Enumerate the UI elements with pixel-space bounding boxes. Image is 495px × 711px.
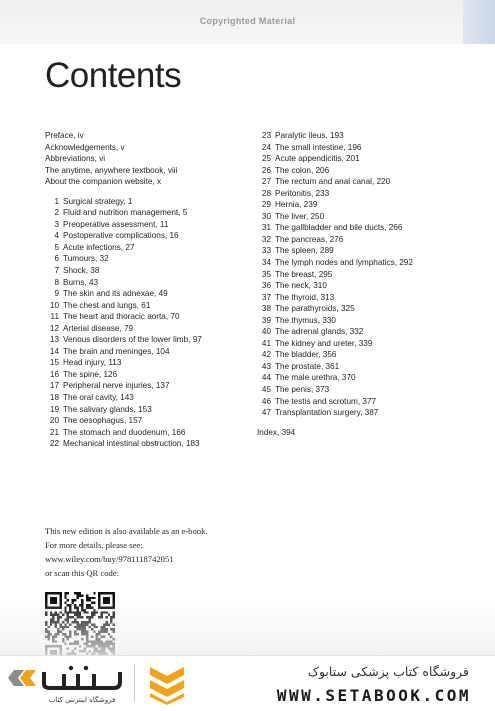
- chapter-number: 17: [45, 380, 59, 392]
- chapter-number: 27: [257, 176, 271, 188]
- chapter-number: 32: [257, 234, 271, 246]
- chapter-number: 12: [45, 323, 59, 335]
- chapter-entry: [257, 222, 477, 234]
- chapter-number: 15: [45, 357, 59, 369]
- chapter-number: 35: [257, 269, 271, 281]
- chapter-entry: [45, 323, 245, 335]
- chapter-title: The adrenal glands, 332: [275, 327, 363, 336]
- chapter-number: 46: [257, 396, 271, 408]
- front-matter-item: The anytime, anywhere textbook, viii: [45, 165, 245, 177]
- chapter-number: 5: [45, 242, 59, 254]
- chapter-title: Postoperative complications, 16: [63, 231, 179, 240]
- chapter-entry: [45, 253, 245, 265]
- page-bottom-fade: [0, 600, 495, 655]
- chapter-entry: [45, 427, 245, 439]
- chapter-number: 47: [257, 407, 271, 419]
- chapter-title: Burns, 43: [63, 278, 98, 287]
- chapter-number: 23: [257, 130, 271, 142]
- chapter-entry: [45, 196, 245, 208]
- chapter-number: 2: [45, 207, 59, 219]
- chapter-title: Arterial disease, 79: [63, 324, 133, 333]
- chapter-entry: [45, 346, 245, 358]
- chapter-title: The thymus, 330: [275, 316, 336, 325]
- chapter-entry: [257, 176, 477, 188]
- chapter-entry: [257, 303, 477, 315]
- chapter-title: Hernia, 239: [275, 200, 317, 209]
- chapter-number: 29: [257, 199, 271, 211]
- chapter-number: 7: [45, 265, 59, 277]
- chapter-number: 6: [45, 253, 59, 265]
- chapter-title: The stomach and duodenum, 166: [63, 428, 185, 437]
- chapter-number: 44: [257, 372, 271, 384]
- chapter-title: The gallbladder and bile ducts, 266: [275, 223, 402, 232]
- ebook-line-2: For more details, please see:: [45, 538, 208, 552]
- chapter-number: 19: [45, 404, 59, 416]
- chapter-entry: [257, 269, 477, 281]
- chapter-number: 9: [45, 288, 59, 300]
- ebook-notice: [45, 524, 208, 580]
- chapter-title: The spleen, 289: [275, 246, 334, 255]
- index-entry: Index, 394: [257, 427, 477, 439]
- front-matter-item: Acknowledgements, v: [45, 142, 245, 154]
- front-matter-item: About the companion website, x: [45, 176, 245, 188]
- spacer: [45, 188, 245, 196]
- chapter-entry: [257, 245, 477, 257]
- chapter-number: 30: [257, 211, 271, 223]
- logo-subtext: فروشگاه اینترنتی کتاب: [49, 695, 116, 704]
- chapter-entry: [45, 230, 245, 242]
- chapter-title: The oesophagus, 157: [63, 416, 142, 425]
- chapter-number: 11: [45, 311, 59, 323]
- chapter-title: The brain and meninges, 104: [63, 347, 170, 356]
- chapter-title: The colon, 206: [275, 166, 329, 175]
- chapter-title: The kidney and ureter, 339: [275, 339, 372, 348]
- chapter-title: Venous disorders of the lower limb, 97: [63, 335, 202, 344]
- chapter-title: The oral cavity, 143: [63, 393, 134, 402]
- chapter-entry: [257, 142, 477, 154]
- chapter-entry: [45, 392, 245, 404]
- chapter-number: 25: [257, 153, 271, 165]
- copyright-notice: Copyrighted Material: [0, 16, 495, 26]
- chapter-title: The rectum and anal canal, 220: [275, 177, 390, 186]
- chapter-entry: [45, 311, 245, 323]
- chapter-entry: [257, 372, 477, 384]
- chapter-entry: [257, 257, 477, 269]
- chapter-title: The spine, 126: [63, 370, 117, 379]
- chapter-entry: [45, 300, 245, 312]
- chapter-title: Paralytic ileus, 193: [275, 131, 344, 140]
- ebook-url[interactable]: www.wiley.com/buy/9781118742051: [45, 552, 208, 566]
- chapter-title: Peripheral nerve injuries, 137: [63, 381, 170, 390]
- chapter-entry: [257, 130, 477, 142]
- chapter-title: Surgical strategy, 1: [63, 197, 132, 206]
- chapter-number: 37: [257, 292, 271, 304]
- chapter-entry: [45, 404, 245, 416]
- chapter-entry: [257, 384, 477, 396]
- chapter-number: 40: [257, 326, 271, 338]
- chapter-number: 10: [45, 300, 59, 312]
- chapter-entry: [45, 219, 245, 231]
- chapter-entry: [45, 380, 245, 392]
- chapter-entry: [257, 326, 477, 338]
- chapter-title: Shock, 38: [63, 266, 99, 275]
- chapter-title: The small intestine, 196: [275, 143, 361, 152]
- chapter-number: 24: [257, 142, 271, 154]
- chapter-entry: [257, 211, 477, 223]
- chapter-entry: [257, 407, 477, 419]
- chapter-title: Head injury, 113: [63, 358, 121, 367]
- chapter-number: 22: [45, 438, 59, 450]
- chapter-number: 31: [257, 222, 271, 234]
- chapter-number: 45: [257, 384, 271, 396]
- chapter-number: 3: [45, 219, 59, 231]
- chapter-title: Tumours, 32: [63, 254, 109, 263]
- chapter-number: 38: [257, 303, 271, 315]
- chapter-title: The lymph nodes and lymphatics, 292: [275, 258, 413, 267]
- chapter-title: The neck, 310: [275, 281, 327, 290]
- store-banner: [0, 655, 495, 711]
- chapter-number: 13: [45, 334, 59, 346]
- chapter-entry: [257, 315, 477, 327]
- chapter-entry: [45, 242, 245, 254]
- chapter-entry: [257, 292, 477, 304]
- front-matter-item: Preface, iv: [45, 130, 245, 142]
- chapter-title: Mechanical intestinal obstruction, 183: [63, 439, 200, 448]
- chapter-number: 41: [257, 338, 271, 350]
- chapter-number: 33: [257, 245, 271, 257]
- chapter-entry: [45, 207, 245, 219]
- chapter-number: 43: [257, 361, 271, 373]
- chapter-number: 20: [45, 415, 59, 427]
- chapter-title: The prostate, 361: [275, 362, 339, 371]
- chapter-title: Acute infections, 27: [63, 243, 134, 252]
- chapter-entry: [257, 199, 477, 211]
- chapter-entry: [45, 334, 245, 346]
- chapter-title: The salivary glands, 153: [63, 405, 152, 414]
- chapter-number: 21: [45, 427, 59, 439]
- chapter-entry: [257, 188, 477, 200]
- chapter-title: The testis and scrotum, 377: [275, 397, 376, 406]
- chapter-number: 28: [257, 188, 271, 200]
- chapter-title: The skin and its adnexae, 49: [63, 289, 168, 298]
- chapter-title: Peritonitis, 233: [275, 189, 329, 198]
- chapter-number: 42: [257, 349, 271, 361]
- chapter-title: The heart and thoracic aorta, 70: [63, 312, 180, 321]
- spacer: [257, 419, 477, 427]
- chapter-number: 1: [45, 196, 59, 208]
- chapter-number: 26: [257, 165, 271, 177]
- chapter-entry: [45, 369, 245, 381]
- chapter-entry: [45, 438, 245, 450]
- chapter-title: The penis, 373: [275, 385, 329, 394]
- contents-column-right: [257, 130, 477, 438]
- page-title: Contents: [45, 58, 181, 93]
- shop-url[interactable]: WWW.SETABOOK.COM: [277, 686, 471, 705]
- chapter-entry: [257, 165, 477, 177]
- chapter-entry: [45, 288, 245, 300]
- chapter-number: 34: [257, 257, 271, 269]
- chapter-number: 14: [45, 346, 59, 358]
- chapter-title: The thyroid, 313: [275, 293, 334, 302]
- chapter-number: 8: [45, 277, 59, 289]
- chapter-number: 39: [257, 315, 271, 327]
- chapter-title: The breast, 295: [275, 270, 332, 279]
- chapter-title: The liver, 250: [275, 212, 324, 221]
- chapter-entry: [257, 280, 477, 292]
- chapter-title: The pancreas, 276: [275, 235, 343, 244]
- chapter-entry: [257, 234, 477, 246]
- chapter-number: 4: [45, 230, 59, 242]
- chapter-entry: [257, 361, 477, 373]
- chapter-title: Preoperative assessment, 11: [63, 220, 168, 229]
- chapter-title: The male urethra, 370: [275, 373, 356, 382]
- ebook-line-4: or scan this QR code:: [45, 566, 208, 580]
- front-matter-item: Abbreviations, vi: [45, 153, 245, 165]
- ebook-line-1: This new edition is also available as an e-book.: [45, 524, 208, 538]
- chapter-number: 36: [257, 280, 271, 292]
- chapter-entry: [45, 357, 245, 369]
- chapter-entry: [257, 349, 477, 361]
- chapter-title: The bladder, 356: [275, 350, 336, 359]
- chapter-entry: [45, 415, 245, 427]
- chapter-title: Fluid and nutrition management, 5: [63, 208, 187, 217]
- chapter-entry: [257, 396, 477, 408]
- chapter-title: Acute appendicitis, 201: [275, 154, 360, 163]
- setabook-logo: [6, 660, 124, 706]
- chapter-title: Transplantation surgery, 387: [275, 408, 378, 417]
- banner-divider: [134, 664, 135, 702]
- chevron-logo-icon: [146, 661, 188, 705]
- chapter-entry: [45, 265, 245, 277]
- shop-name: فروشگاه کتاب پزشکی ستابوک: [308, 664, 469, 679]
- chapter-title: The parathyroids, 325: [275, 304, 355, 313]
- chapter-entry: [45, 277, 245, 289]
- chapter-title: The chest and lungs, 61: [63, 301, 150, 310]
- contents-column-left: [45, 130, 245, 450]
- chapter-number: 16: [45, 369, 59, 381]
- chapter-entry: [257, 338, 477, 350]
- chapter-number: 18: [45, 392, 59, 404]
- chapter-entry: [257, 153, 477, 165]
